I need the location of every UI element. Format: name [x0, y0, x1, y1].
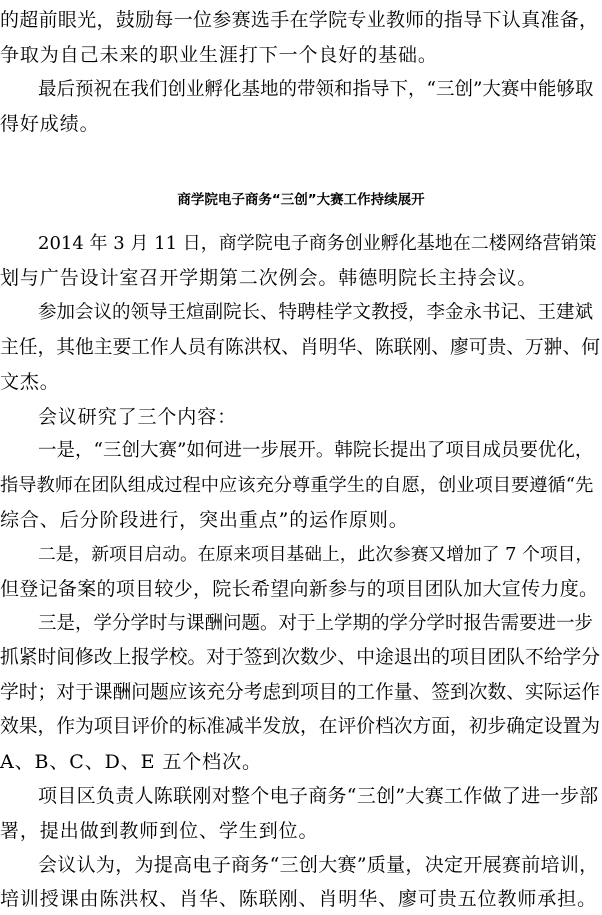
- article-line-19: 会议认为，为提高电子商务“三创大赛”质量，决定开展赛前培训，: [38, 854, 599, 876]
- article-line-13: 抓紧时间修改上报学校。对于签到次数少、中途退出的项目团队不给学分: [0, 647, 600, 668]
- intro-line-2: 争取为自己未来的职业生涯打下一个良好的基础。: [0, 44, 438, 66]
- article-line-14: 学时；对于课酬问题应该充分考虑到项目的工作量、签到次数、实际运作: [0, 682, 600, 703]
- article-line-7: 一是，“三创大赛”如何进一步展开。韩院长提出了项目成员要优化，: [38, 440, 594, 461]
- article-line-12: 三是，学分学时与课酬问题。对于上学期的学分学时报告需要进一步: [38, 613, 594, 634]
- intro-line-3: 最后预祝在我们创业孵化基地的带领和指导下，“三创”大赛中能够取: [38, 79, 594, 100]
- intro-line-1: 的超前眼光，鼓励每一位参赛选手在学院专业教师的指导下认真准备，: [0, 9, 599, 31]
- intro-line-4: 得好成绩。: [0, 113, 100, 135]
- article-title: 商学院电子商务“三创”大赛工作持续展开: [177, 192, 425, 208]
- article-line-11: 但登记备案的项目较少，院长希望向新参与的项目团队加大宣传力度。: [0, 578, 599, 600]
- article-line-9: 综合、后分阶段进行，突出重点”的运作原则。: [0, 509, 409, 531]
- article-line-20: 培训授课由陈洪权、肖华、陈联刚、肖明华、廖可贵五位教师承担。: [0, 888, 598, 910]
- article-line-4: 主任，其他主要工作人员有陈洪权、肖明华、陈联刚、廖可贵、万翀、何: [0, 337, 600, 358]
- article-line-2: 划与广告设计室召开学期第二次例会。韩德明院长主持会议。: [0, 267, 538, 289]
- article-line-1: 2014 年 3 月 11 日，商学院电子商务创业孵化基地在二楼网络营销策: [38, 233, 597, 254]
- article-line-3: 参加会议的领导王煊副院长、特聘桂学文教授，李金永书记、王建斌: [38, 302, 594, 323]
- article-line-16: A、B、C、D、E 五个档次。: [0, 751, 262, 773]
- article-line-15: 效果，作为项目评价的标准减半发放，在评价档次方面，初步确定设置为: [0, 716, 600, 737]
- article-line-5: 文杰。: [0, 371, 60, 393]
- article-line-18: 署，提出做到教师到位、学生到位。: [0, 820, 319, 842]
- article-line-6: 会议研究了三个内容：: [38, 406, 238, 428]
- article-line-10: 二是，新项目启动。在原来项目基础上，此次参赛又增加了 7 个项目，: [38, 545, 594, 565]
- article-line-8: 指导教师在团队组成过程中应该充分尊重学生的自愿，创业项目要遵循“先: [0, 475, 594, 496]
- article-line-17: 项目区负责人陈联刚对整个电子商务“三创”大赛工作做了进一步部: [38, 785, 599, 807]
